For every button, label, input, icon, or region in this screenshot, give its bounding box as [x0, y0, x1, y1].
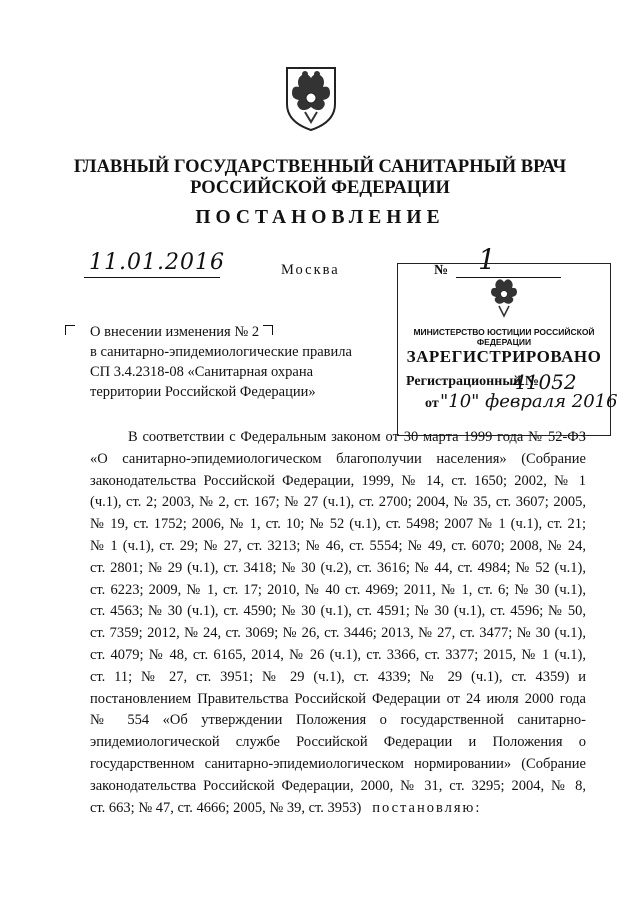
- stamp-reg-number-label: Регистрационный №: [406, 374, 539, 389]
- body-line: ст. 4563; № 30 (ч.1), ст. 4590; № 30 (ч.1), ст. 4591; № 30 (ч.1), ст. 4596; № 50,: [90, 603, 586, 620]
- stamp-reg-number: 41052: [513, 370, 577, 394]
- body-line: постановлением Правительства Российской Федерации от 24 июля 2000 года: [90, 690, 586, 707]
- registration-stamp: [397, 263, 618, 436]
- body-line: В соответствии с Федеральным законом от 30 марта 1999 года № 52-ФЗ: [128, 429, 586, 445]
- body-line: ст. 4079; № 48, ст. 6165, 2014, № 26 (ч.1), ст. 3366, ст. 3377; 2015, № 1 (ч.1),: [90, 646, 586, 663]
- body-line: ст. 2801; № 29 (ч.1), ст. 3418; № 30 (ч.2), ст. 3616; № 44, ст. 4984; № 52 (ч.1),: [90, 559, 586, 576]
- body-line: ст. 7359; 2012, № 24, ст. 3069; № 26, ст. 3446; 2013, № 27, ст. 3477; № 30 (ч.1),: [90, 625, 586, 642]
- issuer-line-2: РОССИЙСКОЙ ФЕДЕРАЦИИ: [190, 178, 450, 198]
- subject-line: в санитарно-эпидемиологические правила: [90, 344, 352, 360]
- stamp-emblem-icon: [486, 276, 522, 320]
- body-line: законодательства Российской Федерации, 1999, № 14, ст. 1650; 2002, № 1: [90, 472, 586, 489]
- handwritten-date: 11.01.2016: [89, 250, 225, 275]
- body-line: законодательства Российской Федерации, 2000, № 31, ст. 3295; 2004, № 8,: [90, 777, 586, 794]
- stamp-from-label: от: [425, 396, 439, 411]
- body-line: ст. 11; № 27, ст. 3951; № 29 (ч.1), ст. 4339; № 29 (ч.1), ст. 4359) и: [90, 668, 586, 685]
- subject-line: территории Российской Федерации»: [90, 384, 316, 400]
- document-type-title: ПОСТАНОВЛЕНИЕ: [195, 207, 445, 228]
- body-line: № 19, ст. 1752; 2006, № 1, ст. 10; № 52 (ч.1), ст. 5498; 2007 № 1 (ч.1), ст. 21;: [90, 516, 586, 533]
- body-last-line-prefix: ст. 663; № 47, ст. 4666; 2005, № 39, ст. 3953): [90, 799, 362, 816]
- body-line: № 554 «Об утверждении Положения о государственной санитарно-: [90, 712, 586, 729]
- body-line: государственном санитарно-эпидемиологическом нормировании» (Собрание: [90, 755, 586, 772]
- number-label: №: [434, 263, 449, 278]
- subject-line: СП 3.4.2318-08 «Санитарная охрана: [90, 364, 314, 380]
- date-underline: [84, 277, 220, 278]
- stamp-registered-label: ЗАРЕГИСТРИРОВАНО: [406, 347, 602, 366]
- body-line: № 1 (ч.1), ст. 29; № 27, ст. 3213; № 46, ст. 5554; № 49, ст. 6070; 2008, № 24,: [90, 537, 586, 554]
- body-line: «О санитарно-эпидемиологическом благополучии населения» (Собрание: [90, 450, 586, 467]
- handwritten-number: 1: [478, 243, 496, 276]
- body-paragraph: [90, 427, 586, 819]
- body-line: эпидемиологической службе Российской Федерации и Положения о: [90, 734, 586, 751]
- body-line: (ч.1), ст. 2; 2003, № 2, ст. 167; № 27 (ч.1), ст. 2700; 2004, № 35, ст. 3607; 2005,: [90, 494, 586, 511]
- city-label: Москва: [281, 262, 340, 278]
- subject-bracket-left: [65, 325, 75, 335]
- document-subject: [90, 322, 390, 402]
- stamp-ministry-name: МИНИСТЕРСТВО ЮСТИЦИИ РОССИЙСКОЙ ФЕДЕРАЦИИ: [413, 327, 595, 347]
- body-line: ст. 6223; 2009, № 1, ст. 17; 2010, № 40 ст. 4969; 2011, № 1, ст. 6; № 30 (ч.1),: [90, 581, 586, 598]
- resolution-keyword: постановляю:: [372, 799, 482, 816]
- subject-line: О внесении изменения № 2: [90, 324, 260, 340]
- stamp-registration-date: "10" февраля 2016: [440, 391, 618, 412]
- issuer-line-1: ГЛАВНЫЙ ГОСУДАРСТВЕННЫЙ САНИТАРНЫЙ ВРАЧ: [73, 157, 567, 177]
- body-last-line: [90, 798, 586, 820]
- coat-of-arms-icon: [283, 64, 339, 132]
